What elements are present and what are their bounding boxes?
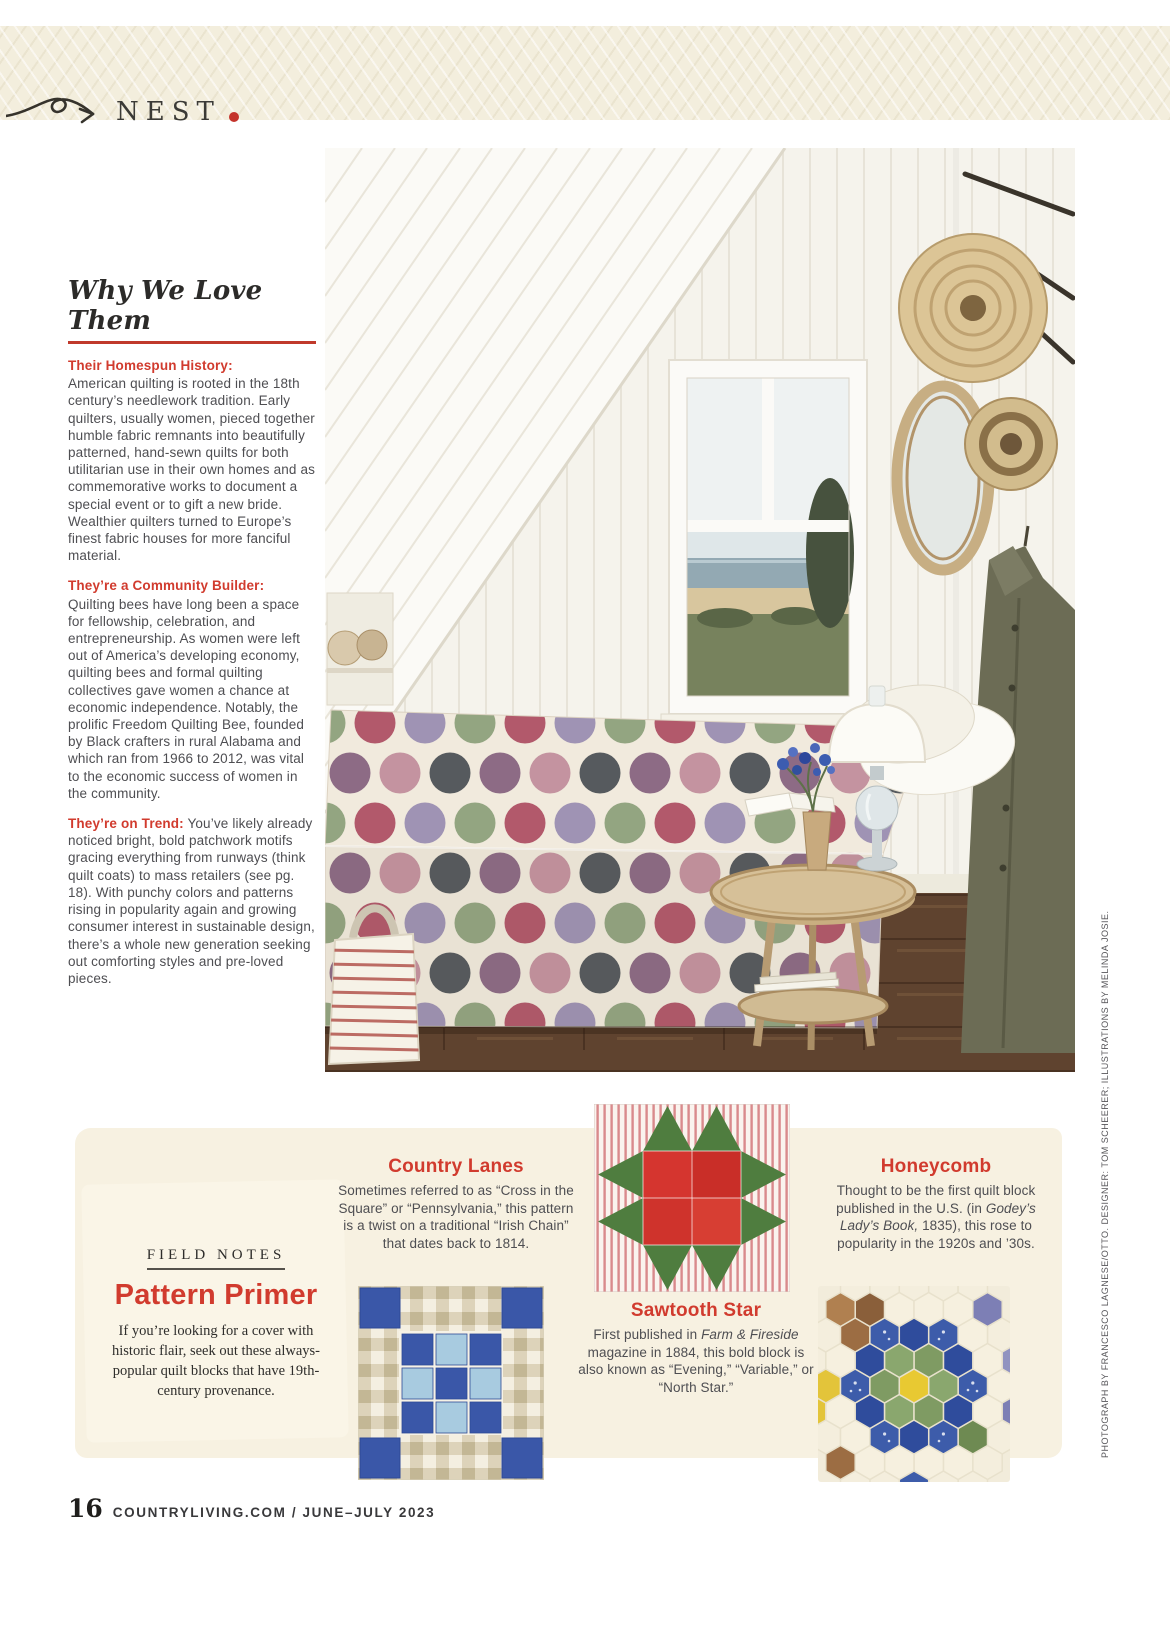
pattern-description (338, 1182, 574, 1252)
pattern-honeycomb (818, 1156, 1054, 1252)
article-section (68, 357, 316, 564)
honeycomb-block-illustration (818, 1286, 1010, 1487)
desc-text: magazine in 1884, this bold block is also known as “Evening,” “Variable,” or “North Star.” (578, 1344, 814, 1395)
pine-tree (806, 478, 854, 628)
article-section (68, 577, 316, 802)
section-header-band (0, 26, 1170, 127)
storage-niche (327, 593, 393, 705)
straw-hat-small (965, 398, 1057, 490)
photo-credit: PHOTOGRAPH BY FRANCESCO LAGNESE/OTTO. DESIGNER: TOM SCHEERER; ILLUSTRATIONS BY MELINDA JOSIE. (1100, 910, 1110, 1458)
section-heading: Their Homespun History: (68, 358, 233, 373)
pattern-title: Sawtooth Star (630, 1300, 762, 1321)
desc-italic: Farm & Fireside (701, 1327, 799, 1342)
desc-italic: Godey’s Lady’s Book, (839, 1200, 1036, 1233)
pattern-description (578, 1326, 814, 1396)
section-body: Quilting bees have long been a space for fellowship, celebration, and entrepreneurship. As women were left out of America’s developing economy, quilting bees and formal quilting collectives gave women a chance at economic independence. Notably, the prolific Freedom Quilting Bee, founded by Black crafters in rural Alabama and which ran from 1966 to 2012, was vital to the economic success of women in the community. (68, 596, 305, 801)
section-heading: They’re a Community Builder: (68, 578, 265, 594)
field-notes-column (100, 1246, 332, 1401)
field-notes-eyebrow: FIELD NOTES (147, 1247, 286, 1270)
pattern-title: Honeycomb (880, 1156, 992, 1177)
pattern-description (818, 1182, 1054, 1252)
curly-arrow-icon (6, 92, 104, 132)
country-lanes-block-illustration (358, 1286, 544, 1485)
pattern-title: Country Lanes (388, 1156, 524, 1177)
desc-text: 1835), this rose to popularity in the 1920s and ’30s. (837, 1218, 1035, 1251)
section-title: NEST (116, 97, 221, 127)
article-section (68, 815, 316, 987)
page-footer (68, 1494, 435, 1523)
section-brand (6, 92, 239, 132)
section-body: American quilting is rooted in the 18th century’s needlework tradition. Early quilters, usually women, pieced together humble fabric remnants into beautifully patterned, hand-sewn quilts for both utilitarian use in their own homes and as commemorative works to document a special event or to gift a new bride. Wealthier quilters turned to Europe’s finest fabric houses for more fanciful material. (68, 376, 316, 564)
section-body: You’ve likely already noticed bright, bold patchwork motifs gracing everything from runways (think quilt coats) to mass retailers (see pg. 18). With punchy colors and patterns rising in popularity again and growing consumer interest in sustainable design, there’s a whole new generation seeking out comforting styles and pre-loved pieces. (68, 816, 315, 986)
red-dot (229, 112, 239, 122)
desc-text: Sometimes referred to as “Cross in the Square” or “Pennsylvania,” this pattern is a twist on a traditional “Irish Chain” that dates back to 1814. (338, 1183, 574, 1251)
section-heading: They’re on Trend: (68, 816, 184, 832)
sawtooth-star-block-illustration (594, 1104, 790, 1297)
bedroom-photo (325, 148, 1075, 1072)
pattern-country-lanes (338, 1156, 574, 1252)
desc-text: First published in (593, 1327, 702, 1342)
window (661, 360, 875, 728)
field-notes-intro: If you’re looking for a cover with historic flair, seek out these always-popular quilt blocks that have 19th-century provenance. (112, 1323, 320, 1399)
article-column (68, 276, 316, 987)
desc-text: Thought to be the first quilt block published in the U.S. (in (836, 1183, 1036, 1216)
article-title: Why We Love Them (68, 276, 316, 344)
page-number: 16 (68, 1494, 103, 1523)
field-notes-title: Pattern Primer (114, 1279, 318, 1311)
pattern-sawtooth-star (578, 1300, 814, 1396)
publication-line: COUNTRYLIVING.COM / JUNE–JULY 2023 (112, 1505, 436, 1520)
